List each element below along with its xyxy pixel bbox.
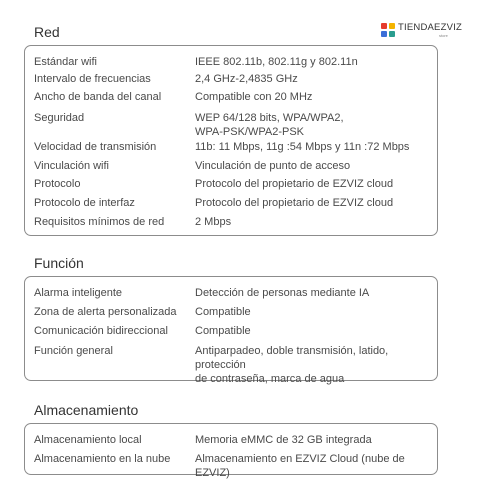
spec-label: Intervalo de frecuencias [34,73,151,85]
spec-value: Detección de personas mediante IA [195,287,370,299]
section-box-red [24,45,438,236]
spec-value-line: WEP 64/128 bits, WPA/WPA2, [195,112,344,124]
spec-value: Memoria eMMC de 32 GB integrada [195,434,372,446]
spec-value: Compatible [195,306,251,318]
spec-value: Compatible con 20 MHz [195,91,313,103]
section-box-almacenamiento [24,423,438,479]
spec-value: 2,4 GHz-2,4835 GHz [195,73,298,85]
spec-value [195,344,431,386]
spec-label: Alarma inteligente [34,287,123,299]
spec-value [195,111,431,139]
spec-label: Almacenamiento en la nube [34,453,171,465]
spec-label: Ancho de banda del canal [34,91,162,103]
spec-value-line: de contraseña, marca de agua [195,373,345,385]
spec-value: IEEE 802.11b, 802.11g y 802.11n [195,56,358,68]
spec-value: 11b: 11 Mbps, 11g :54 Mbps y 11n :72 Mbps [195,141,410,153]
spec-label: Velocidad de transmisión [34,141,157,153]
spec-label: Vinculación wifi [34,160,110,172]
spec-label: Zona de alerta personalizada [34,306,177,318]
brand-name: TIENDAEZVIZ [398,22,462,33]
spec-value: Vinculación de punto de acceso [195,160,351,172]
brand-logo [381,21,461,43]
spec-label: Requisitos mínimos de red [34,216,165,228]
spec-value-line: WPA-PSK/WPA2-PSK [195,126,305,138]
spec-value: Almacenamiento en EZVIZ Cloud (nube de EZVIZ) [195,453,405,479]
spec-value-line: Antiparpadeo, doble transmisión, latido, protección [195,345,389,371]
spec-label: Seguridad [34,112,85,124]
spec-label: Comunicación bidireccional [34,325,168,337]
spec-label: Almacenamiento local [34,434,142,446]
spec-label: Protocolo de interfaz [34,197,135,209]
brand-sub: store [439,33,448,38]
spec-value: Compatible [195,325,251,337]
section-title-red: Red [34,24,60,40]
spec-label: Estándar wifi [34,56,97,68]
spec-label: Protocolo [34,178,81,190]
section-title-funcion: Función [34,255,84,271]
section-box-funcion [24,276,438,385]
spec-value: Protocolo del propietario de EZVIZ cloud [195,178,394,190]
spec-value: Protocolo del propietario de EZVIZ cloud [195,197,394,209]
section-title-almacenamiento: Almacenamiento [34,402,139,418]
spec-label: Función general [34,345,113,357]
spec-value: 2 Mbps [195,216,232,228]
brand-pinwheel-icon [381,23,395,37]
